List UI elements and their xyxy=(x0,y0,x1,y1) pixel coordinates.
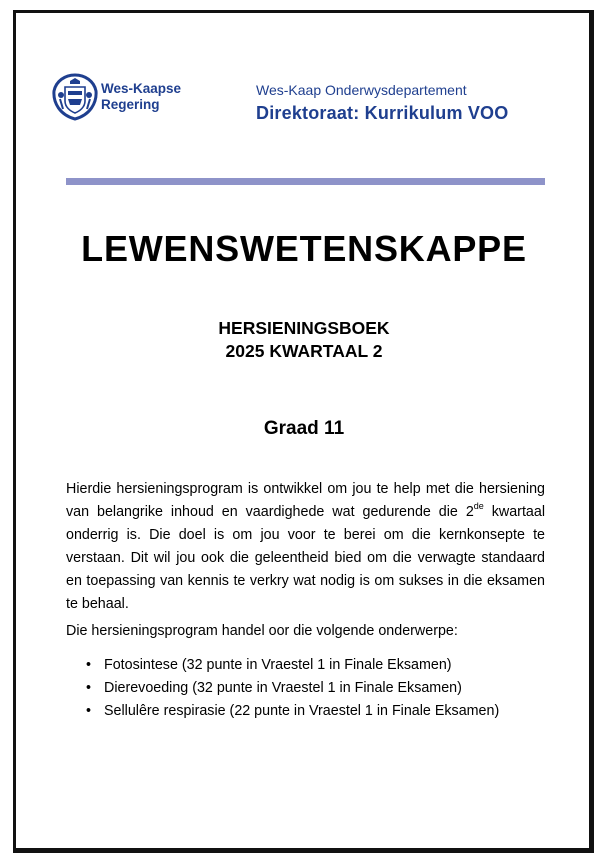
intro-text-2: kwartaal onderrig is. Die doel is om jou voor te berei om die kernkonsepte te verstaan. Dit wil jou ook die geleentheid bied om die verwagte standaard en toepassing van kennis te verkry wat nodig is om sukses in die eksamen te behaal. xyxy=(66,504,545,612)
header-divider xyxy=(66,178,545,185)
intro-text-1: Hierdie hersieningsprogram is ontwikkel om jou te help met die hersiening van belangrike inhoud en vaardighede wat gedurende die 2 xyxy=(66,481,545,520)
topic-text: Dierevoeding (32 punte in Vraestel 1 in Finale Eksamen) xyxy=(104,680,462,696)
topic-text: Fotosintese (32 punte in Vraestel 1 in Finale Eksamen) xyxy=(104,657,452,673)
logo-wordmark xyxy=(101,81,181,113)
logo-line-2: Regering xyxy=(101,97,160,112)
document-title: LEWENSWETENSKAPPE xyxy=(81,228,527,269)
document-subtitle-2: 2025 KWARTAAL 2 xyxy=(225,341,383,361)
government-logo xyxy=(52,73,197,123)
bullet-icon: • xyxy=(86,703,92,719)
list-item xyxy=(86,654,499,677)
intro-superscript: de xyxy=(473,501,484,512)
list-item xyxy=(86,700,499,723)
topics-lead: Die hersieningsprogram handel oor die volgende onderwerpe: xyxy=(66,623,458,639)
bullet-icon: • xyxy=(86,657,92,673)
directorate-name: Direktoraat: Kurrikulum VOO xyxy=(256,103,509,123)
bullet-icon: • xyxy=(86,680,92,696)
intro-paragraph xyxy=(66,478,545,616)
list-item xyxy=(86,677,499,700)
logo-line-1: Wes-Kaapse xyxy=(101,81,182,96)
provincial-coat-of-arms-icon xyxy=(52,73,98,121)
topic-text: Sellulêre respirasie (22 punte in Vraestel 1 in Finale Eksamen) xyxy=(104,703,500,719)
department-name: Wes-Kaap Onderwysdepartement xyxy=(256,82,467,98)
topics-list xyxy=(86,654,499,723)
document-subtitle-1: HERSIENINGSBOEK xyxy=(218,318,390,338)
grade-label: Graad 11 xyxy=(263,418,345,439)
